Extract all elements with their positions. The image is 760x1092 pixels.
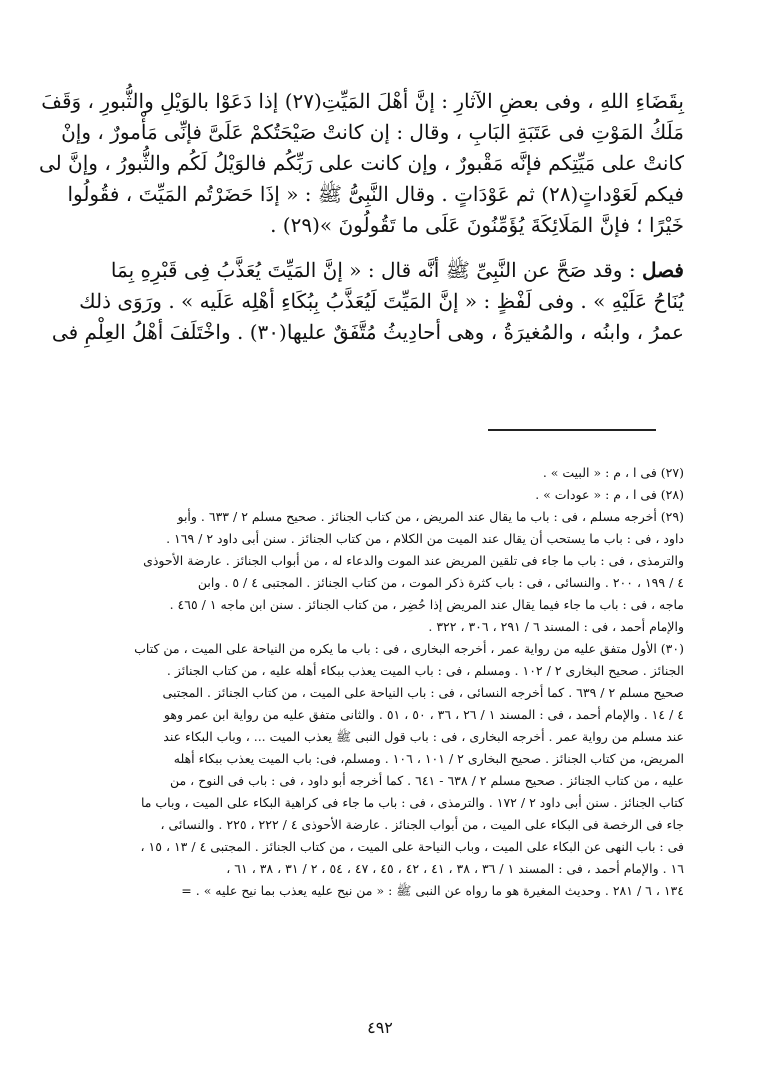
footnote-line: (٣٠) الأول متفق عليه من رواية عمر ، أخرجه البخارى ، فى : باب ما يكره من النياحة على الميت ، من كتاب [134, 641, 684, 656]
footnote-line: ١٣٤ ، ٦ / ٢٨١ . وحديث المغيرة هو ما رواه عن النبى ﷺ : « من نيح عليه يعذب بما نيح عليه » . = [181, 883, 684, 898]
footnote-line: جاء فى الرخصة فى البكاء على الميت ، من أبواب الجنائز . عارضة الأحوذى ٤ / ٢٢٢ ، ٢٢٥ . والنسائى ، [160, 817, 684, 832]
footnote-line: (٢٩) أخرجه مسلم ، فى : باب ما يقال عند المريض ، من كتاب الجنائز . صحيح مسلم ٢ / ٦٣٣ . وأبو [177, 509, 684, 524]
text-line: مَلَكُ المَوْتِ فى عَتَبَةِ البَابِ ، وقال : إن كانتْ صَيْحَتُكمْ عَلَىَّ فإنِّى مَأْمورٌ ، وإنْ [61, 120, 684, 144]
footnote-line: والترمذى ، فى : باب ما جاء فى تلقين المريض عند الموت والدعاء له ، من أبواب الجنائز . عارضة الأحوذى [143, 553, 684, 568]
text-line: فيكم لَعَوْداتٍ(٢٨) ثم عَوْدَاتٍ . وقال النَّبِىُّ ﷺ : « إذَا حَضَرْتُم المَيِّتَ ، فقُولُوا [67, 182, 684, 206]
text-line: كانتْ على مَيِّتِكم فإنَّه مَقْبورٌ ، وإن كانت على رَبِّكُم فالوَيْلُ لَكُم والثُّبورُ ، وإنَّ لى [38, 151, 684, 175]
footnote-line: صحيح مسلم ٢ / ٦٣٩ . كما أخرجه النسائى ، فى : باب النياحة على الميت ، من كتاب الجنائز . المجتبى [162, 685, 684, 700]
footnote-line: ١٦ . والإمام أحمد ، فى : المسند ١ / ٣٦ ، ٣٨ ، ٤١ ، ٤٢ ، ٤٥ ، ٤٧ ، ٥٤ ، ٢ / ٣١ ، ٣٨ ، ٦١ ، [226, 861, 684, 876]
footnote-line: والإمام أحمد ، فى : المسند ٦ / ٢٩١ ، ٣٠٦ ، ٣٢٢ . [428, 619, 684, 634]
footnote-line: المريض، من كتاب الجنائز . صحيح البخارى ٢ / ١٠١ ، ١٠٦ . ومسلم، فى: باب الميت يعذب ببكاء أهله [173, 751, 684, 766]
footnote-line: (٢٧) فى ا ، م : « البيت » . [542, 465, 684, 480]
footnotes [80, 462, 684, 902]
paragraph-1 [38, 86, 684, 241]
paragraph-2 [51, 255, 684, 348]
page-number: ٤٩٢ [367, 1018, 393, 1037]
footnote-line: عليه ، من كتاب الجنائز . صحيح مسلم ٢ / ٦٣٨ - ٦٤١ . كما أخرجه أبو داود ، فى : باب فى النوح ، من [170, 773, 684, 788]
footnote-divider [488, 429, 656, 431]
footnote-line: ماجه ، فى : باب ما جاء فيما يقال عند المريض إذا حُضِر ، من كتاب الجنائز . سنن ابن ماجه ١ / ٤٦٥ . [169, 597, 684, 612]
text-line: خَيْرًا ؛ فإنَّ المَلَائِكَةَ يُؤَمِّنُونَ عَلَى ما تَقُولُونَ »(٢٩) . [270, 213, 684, 237]
footnote-line: عند مسلم من رواية عمر . أخرجه البخارى ، فى : باب قول النبى ﷺ يعذب الميت ... ، وباب البكاء عند [163, 729, 684, 744]
text-line: بِقَضَاءِ اللهِ ، وفى بعضِ الآثارِ : إنَّ أهْلَ المَيِّتِ(٢٧) إذا دَعَوْا بالوَيْلِ والثُّبورِ ، وَقَفَ [41, 89, 684, 113]
text-line: يُنَاحُ عَلَيْهِ » . وفى لَفْظٍ : « إنَّ المَيِّتَ لَيُعَذَّبُ بِبُكَاءِ أهْلِه عَلَيه » . ورَوَى ذلك [79, 289, 684, 313]
text-line [84, 255, 684, 286]
footnote-line: داود ، فى : باب ما يستحب أن يقال عند الميت من الكلام ، من كتاب الجنائز . سنن أبى داود ٢ / ١٦٩ . [166, 531, 684, 546]
section-heading: فصل [641, 258, 684, 282]
footnote-line: ٤ / ١٩٩ ، ٢٠٠ . والنسائى ، فى : باب كثرة ذكر الموت ، من كتاب الجنائز . المجتبى ٤ / ٥ . وابن [197, 575, 684, 590]
footnote-line: الجنائز . صحيح البخارى ٢ / ١٠٢ . ومسلم ، فى : باب الميت يعذب ببكاء أهله عليه ، من كتاب الجنائز . [166, 663, 684, 678]
footnote-line: (٢٨) فى ا ، م : « عودات » . [535, 487, 684, 502]
text-line: عمرُ ، وابنُه ، والمُغيرَةُ ، وهى أحادِيثُ مُتَّفَقٌ عليها(٣٠) . واخْتَلَفَ أهْلُ العِلْمِ فى [51, 320, 684, 344]
text-span: : وقد صَحَّ عن النَّبِىِّ ﷺ أنَّه قال : « إنَّ المَيِّتَ يُعَذَّبُ فِى قَبْرِهِ بِمَا [110, 258, 636, 282]
main-text [38, 86, 684, 362]
footnote-line: ٤ / ١٤ . والإمام أحمد ، فى : المسند ١ / ٢٦ ، ٣٦ ، ٥٠ ، ٥١ . والثانى متفق عليه من رواية ابن عمر وهو [163, 707, 684, 722]
footnote-line: كتاب الجنائز . سنن أبى داود ٢ / ١٧٢ . والترمذى ، فى : باب ما جاء فى كراهية البكاء على الميت ، وباب ما [140, 795, 684, 810]
footnote-line: فى : باب النهى عن البكاء على الميت ، وباب النياحة على الميت ، من كتاب الجنائز . المجتبى ٤ / ١٣ ، ١٥ ، [140, 839, 684, 854]
